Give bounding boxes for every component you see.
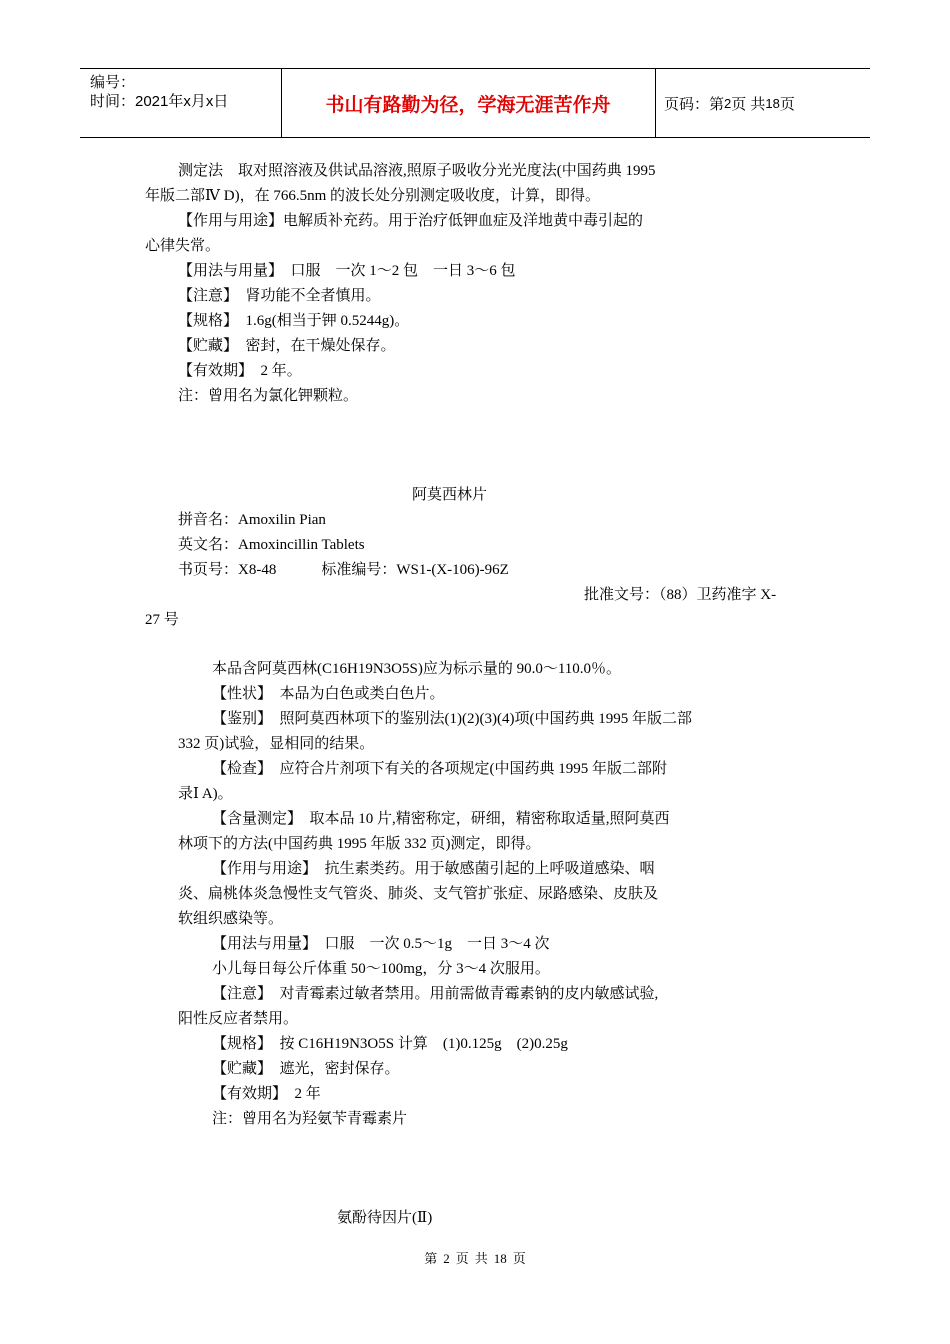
header-motto: 书山有路勤为径，学海无涯苦作舟 [325, 93, 611, 116]
body-text-line: 【含量测定】 取本品 10 片,精密称定，研细，精密称取适量,照阿莫西 [212, 811, 670, 827]
body-text-line: 小儿每日每公斤体重 50～100mg，分 3～4 次服用。 [212, 961, 550, 977]
document-time-label: 时间：2021年x月x日 [90, 93, 229, 110]
body-text-line: 【贮藏】 遮光，密封保存。 [212, 1061, 400, 1077]
body-text-line: 【注意】 对青霉素过敏者禁用。用前需做青霉素钠的皮内敏感试验, [212, 986, 659, 1002]
body-text-line: 【有效期】 2 年 [212, 1086, 321, 1102]
body-text-line: 【贮藏】 密封，在干燥处保存。 [178, 338, 396, 354]
body-text-line: 炎、扁桃体炎急慢性支气管炎、肺炎、支气管扩张症、尿路感染、皮肤及 [178, 886, 659, 902]
body-text-line: 【规格】 1.6g(相当于钾 0.5244g)。 [178, 313, 410, 329]
body-text-line: 本品含阿莫西林(C16H19N3O5S)应为标示量的 90.0～110.0％。 [212, 661, 622, 677]
meta-line: 英文名：Amoxincillin Tablets [178, 537, 365, 553]
body-text-line: 注：曾用名为氯化钾颗粒。 [178, 388, 359, 404]
body-text-line: 【作用与用途】 抗生素类药。用于敏感菌引起的上呼吸道感染、咽 [212, 861, 655, 877]
approval-number-cont: 27 号 [145, 612, 179, 628]
body-text-line: 林项下的方法(中国药典 1995 年版 332 页)测定，即得。 [178, 836, 541, 852]
body-text-line: 【注意】 肾功能不全者慎用。 [178, 288, 381, 304]
section-title: 氨酚待因片(Ⅱ) [337, 1210, 433, 1226]
body-text-line: 年版二部Ⅳ D)，在 766.5nm 的波长处分别测定吸收度，计算，即得。 [145, 188, 600, 204]
body-text-line: 心律失常。 [145, 238, 221, 254]
meta-line: 书页号：X8-48 标准编号：WS1-(X-106)-96Z [178, 562, 509, 578]
body-text-line: 【有效期】 2 年。 [178, 363, 302, 379]
header-page-total: 18 [765, 95, 780, 111]
body-text-line: 【用法与用量】 口服 一次 0.5～1g 一日 3～4 次 [212, 936, 550, 952]
page-header [80, 68, 870, 138]
body-text-line: 测定法 取对照溶液及供试品溶液,照原子吸收分光光度法(中国药典 1995 [178, 163, 656, 179]
body-text-line: 【性状】 本品为白色或类白色片。 [212, 686, 445, 702]
body-text-line: 【用法与用量】 口服 一次 1～2 包 一日 3～6 包 [178, 263, 516, 279]
body-text-line: 【检查】 应符合片剂项下有关的各项规定(中国药典 1995 年版二部附 [212, 761, 667, 777]
footer-page-total: 18 [493, 1251, 507, 1266]
body-text-line: 【规格】 按 C16H19N3O5S 计算 (1)0.125g (2)0.25g [212, 1036, 568, 1052]
body-text-line: 【作用与用途】电解质补充药。用于治疗低钾血症及洋地黄中毒引起的 [178, 213, 644, 229]
body-text-line: 注：曾用名为羟氨苄青霉素片 [212, 1111, 408, 1127]
header-info [90, 73, 228, 111]
page-footer: 第 2 页 共 18 页 [424, 1251, 526, 1266]
header-page-indicator: 页码：第 2 页 共 18 页 [664, 95, 795, 113]
body-text-line: 软组织感染等。 [178, 911, 284, 927]
body-text-line: 【鉴别】 照阿莫西林项下的鉴别法(1)(2)(3)(4)项(中国药典 1995 年版二部 [212, 711, 692, 727]
body-text-line: 332 页)试验，显相同的结果。 [178, 736, 375, 752]
document-number-label: 编号： [90, 74, 136, 91]
header-page-number: 2 [724, 95, 732, 111]
meta-line: 拼音名：Amoxilin Pian [178, 512, 326, 528]
footer-page-number: 2 [443, 1251, 450, 1266]
body-text-line: 录Ⅰ A)。 [178, 786, 233, 802]
approval-number: 批准文号：（88）卫药准字 X- [584, 587, 777, 603]
body-text-line: 阳性反应者禁用。 [178, 1011, 299, 1027]
section-title: 阿莫西林片 [412, 487, 488, 503]
header-divider [655, 69, 656, 137]
